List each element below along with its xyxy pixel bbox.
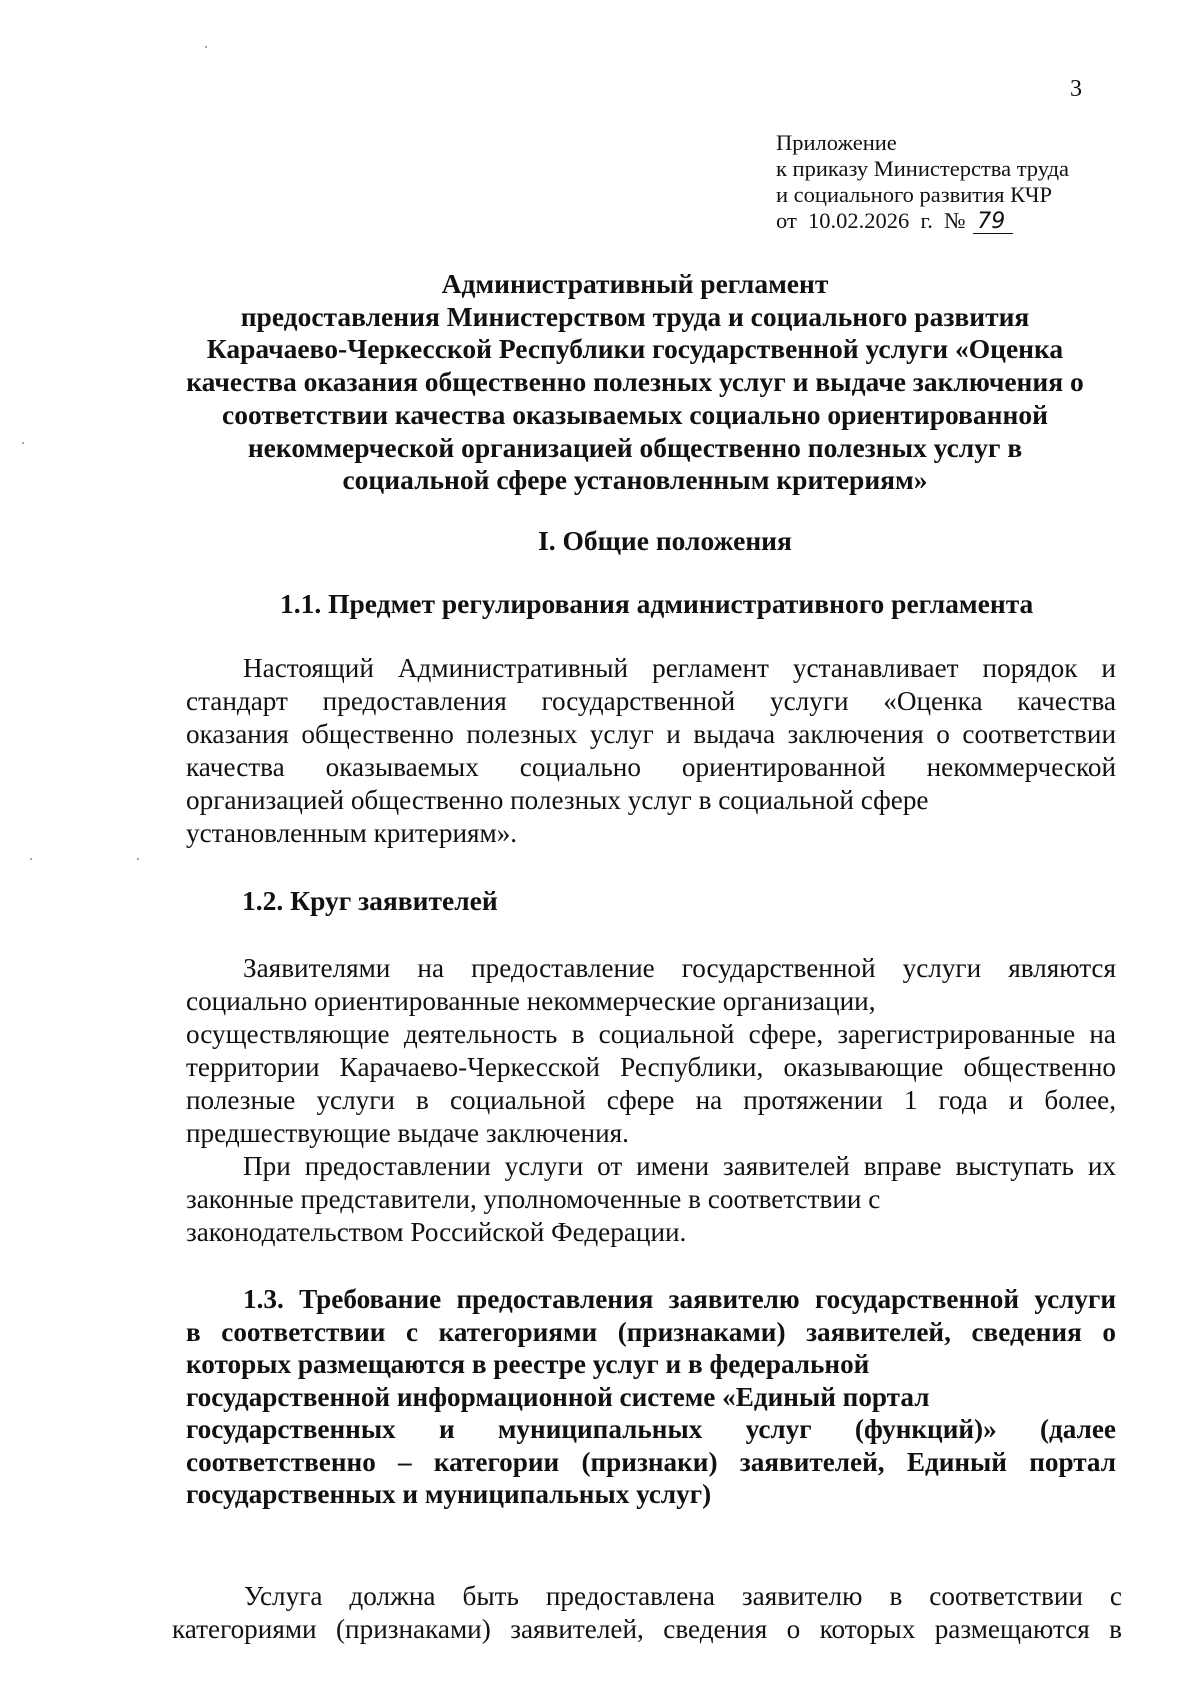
title-line: Карачаево-Черкесской Республики государственной услуги «Оценка <box>206 333 1064 365</box>
title-line: некоммерческой организацией общественно полезных услуг в <box>247 431 1023 463</box>
text-line: качества оказываемых социально ориентированной некоммерческой <box>186 752 1116 782</box>
subsection-heading-1-1: 1.1. Предмет регулирования административного регламента <box>280 588 1034 619</box>
text-line: организацией общественно полезных услуг в социальной сфере <box>186 785 929 815</box>
text-line: законные представители, уполномоченные в соответствии с <box>186 1184 881 1214</box>
title-line: качества оказания общественно полезных услуг и выдаче заключения о <box>186 366 1084 398</box>
text-line: При предоставлении услуги от имени заявителей вправе выступать их <box>243 1151 1116 1181</box>
appendix-block <box>776 130 1069 234</box>
text-line: оказания общественно полезных услуг и выдача заключения о соответствии <box>186 719 1116 749</box>
appendix-line: Приложение <box>776 130 897 155</box>
heading-line: 1.3. Требование предоставления заявителю государственной услуги <box>243 1284 1116 1314</box>
page-number: 3 <box>1070 76 1082 102</box>
paragraph-1-3 <box>172 1580 1122 1646</box>
text-line: социально ориентированные некоммерческие организации, <box>186 986 876 1016</box>
order-line <box>776 208 1069 234</box>
text-line: установленным критериям». <box>186 818 518 848</box>
text-line: Заявителями на предоставление государственной услуги являются <box>243 953 1116 983</box>
document-title <box>170 268 1100 497</box>
text-line: осуществляющие деятельность в социальной сфере, зарегистрированные на <box>186 1019 1116 1049</box>
title-line: соответствии качества оказываемых социально ориентированной <box>222 398 1048 430</box>
order-date: от 10.02.2026 г. № <box>776 208 966 233</box>
heading-line: соответственно – категории (признаки) заявителей, Единый портал <box>186 1446 1116 1477</box>
subsection-heading-1-3 <box>186 1283 1116 1511</box>
title-line: предоставления Министерством труда и социального развития <box>240 300 1030 332</box>
heading-line: государственных и муниципальных услуг) <box>186 1479 712 1509</box>
title-line: социальной сфере установленным критериям» <box>342 464 928 496</box>
paragraph-1-2 <box>186 952 1116 1249</box>
heading-line: государственной информационной системе «Единый портал <box>186 1381 930 1412</box>
text-line: Настоящий Административный регламент устанавливает порядок и <box>243 653 1116 683</box>
scan-speck <box>137 858 139 860</box>
heading-line: в соответствии с категориями (признаками) заявителей, сведения о <box>186 1316 1116 1347</box>
text-line: Услуга должна быть предоставлена заявителю в соответствии с <box>244 1581 1122 1611</box>
appendix-line: к приказу Министерства труда <box>776 156 1070 181</box>
text-line: территории Карачаево-Черкесской Республики, оказывающие общественно <box>186 1052 1116 1082</box>
scan-speck <box>205 46 207 48</box>
heading-line: которых размещаются в реестре услуг и в федеральной <box>186 1349 870 1379</box>
appendix-line: и социального развития КЧР <box>776 182 1052 207</box>
title-line: Административный регламент <box>441 268 829 299</box>
heading-line: государственных и муниципальных услуг (функций)» (далее <box>186 1414 1116 1444</box>
subsection-heading-1-2: 1.2. Круг заявителей <box>242 885 498 916</box>
section-heading-general: I. Общие положения <box>538 525 792 556</box>
order-number-handwritten: 79 <box>973 211 1013 234</box>
paragraph-1-1 <box>186 652 1116 850</box>
scan-speck <box>22 442 24 444</box>
text-line: полезные услуги в социальной сфере на протяжении 1 года и более, <box>186 1085 1116 1115</box>
text-line: предшествующие выдаче заключения. <box>186 1118 629 1148</box>
text-line: законодательством Российской Федерации. <box>186 1217 687 1247</box>
text-line: стандарт предоставления государственной услуги «Оценка качества <box>186 686 1116 716</box>
scan-speck <box>30 858 32 860</box>
text-line: категориями (признаками) заявителей, сведения о которых размещаются в <box>172 1614 1122 1644</box>
